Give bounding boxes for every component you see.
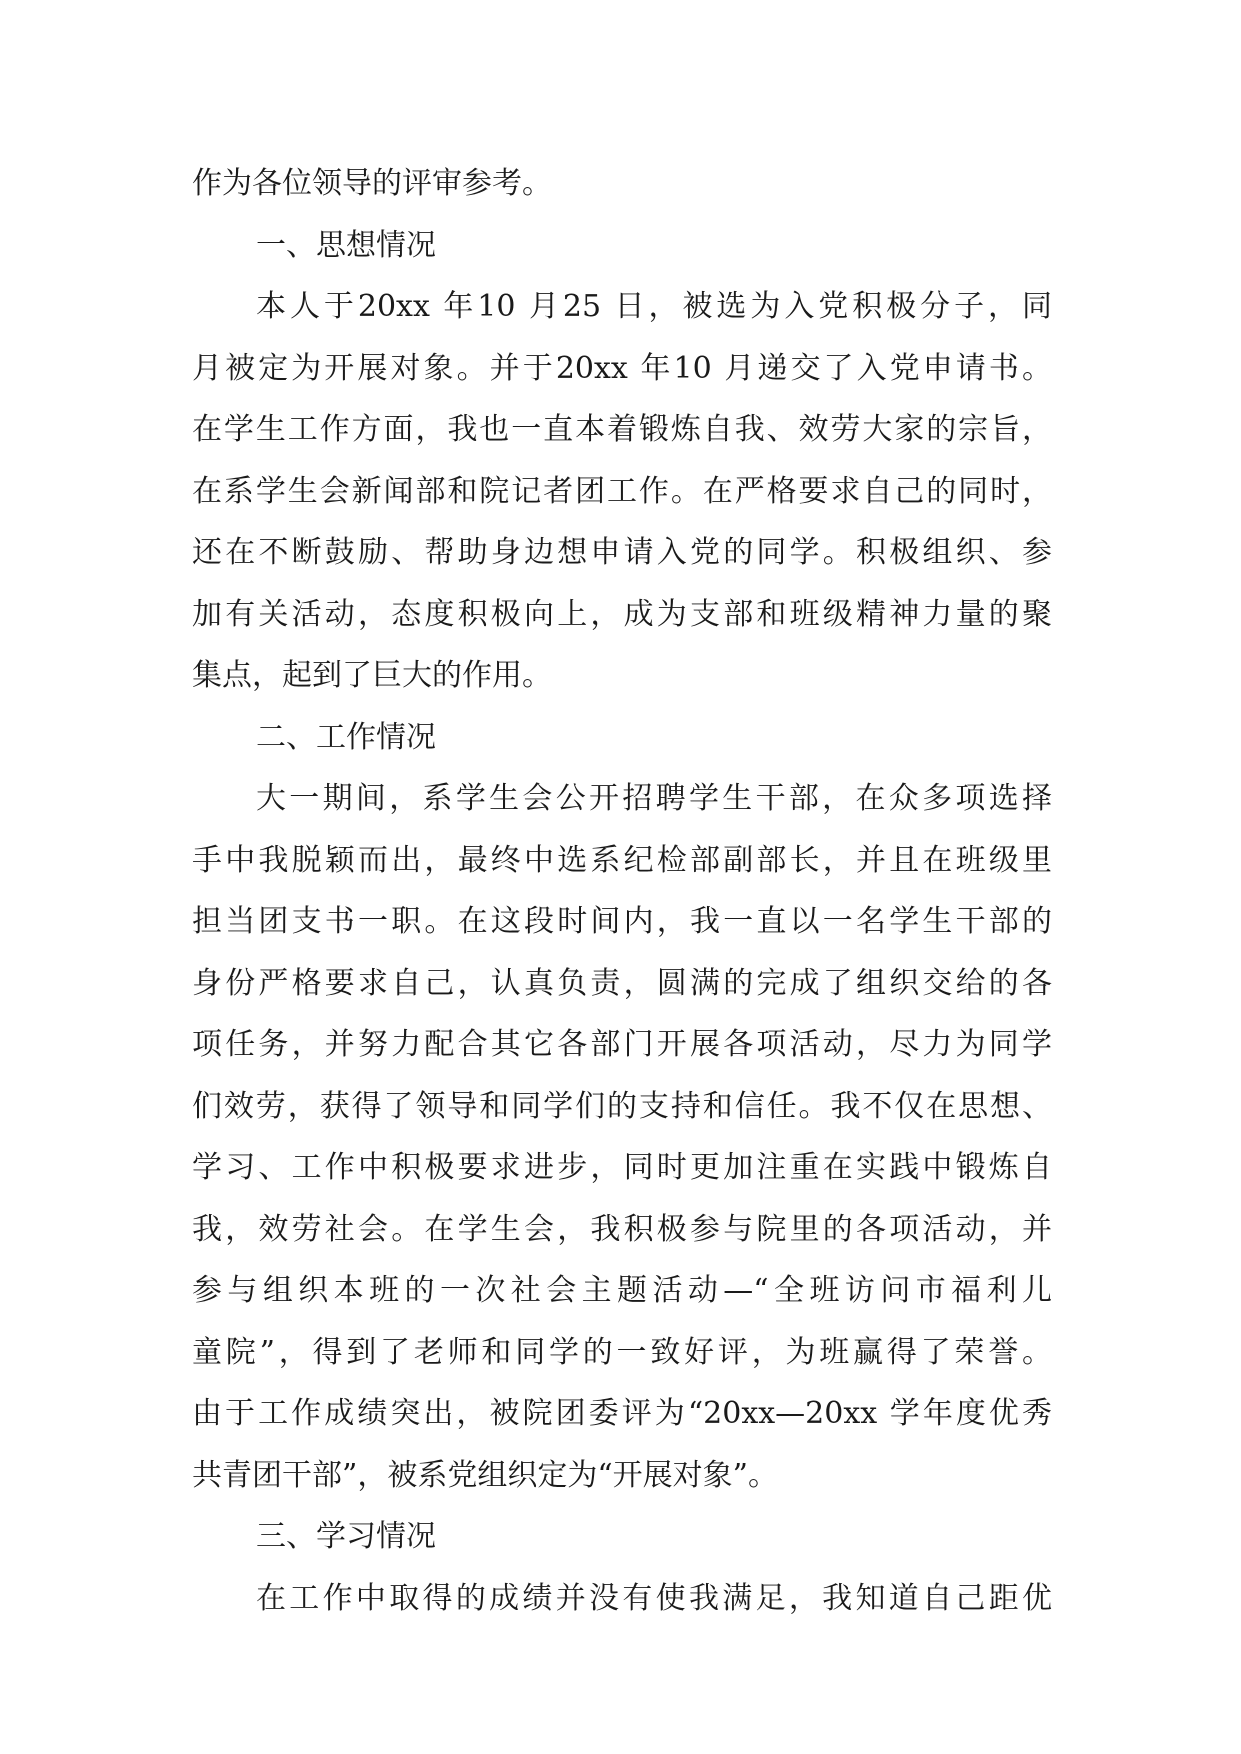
paragraph-line: 大一期间，系学生会公开招聘学生干部，在众多项选择	[256, 781, 1052, 816]
paragraph-line: 在工作中取得的成绩并没有使我满足，我知道自己距优	[256, 1580, 1052, 1616]
document-body	[192, 153, 1052, 1629]
paragraph-line: 月被定为开展对象。并于20xx 年10 月递交了入党申请书。	[192, 350, 1052, 386]
paragraph-line: 由于工作成绩突出，被院团委评为“20xx—20xx 学年度优秀	[192, 1396, 1052, 1431]
paragraph-line: 还在不断鼓励、帮助身边想申请入党的同学。积极组织、参	[192, 535, 1052, 570]
paragraph-line: 学习、工作中积极要求进步，同时更加注重在实践中锻炼自	[192, 1150, 1052, 1185]
paragraph-line: 在学生工作方面，我也一直本着锻炼自我、效劳大家的宗旨，	[192, 412, 1052, 447]
paragraph-line: 项任务，并努力配合其它各部门开展各项活动，尽力为同学	[192, 1027, 1052, 1062]
section-heading-thought: 一、思想情况	[256, 227, 436, 263]
paragraph-line: 在系学生会新闻部和院记者团工作。在严格要求自己的同时，	[192, 473, 1052, 509]
paragraph-line: 手中我脱颖而出，最终中选系纪检部副部长，并且在班级里	[192, 842, 1052, 878]
paragraph-line: 共青团干部”，被系党组织定为“开展对象”。	[192, 1457, 779, 1493]
paragraph-line: 我，效劳社会。在学生会，我积极参与院里的各项活动，并	[192, 1211, 1052, 1247]
paragraph-line: 本人于20xx 年10 月25 日，被选为入党积极分子，同	[256, 289, 1052, 324]
paragraph-line: 们效劳，获得了领导和同学们的支持和信任。我不仅在思想、	[192, 1088, 1052, 1124]
section-heading-work: 二、工作情况	[256, 719, 436, 755]
paragraph-line: 作为各位领导的评审参考。	[192, 166, 552, 201]
paragraph-line: 身份严格要求自己，认真负责，圆满的完成了组织交给的各	[192, 965, 1052, 1001]
paragraph-line: 加有关活动，态度积极向上，成为支部和班级精神力量的聚	[192, 596, 1052, 632]
paragraph-line: 担当团支书一职。在这段时间内，我一直以一名学生干部的	[192, 904, 1052, 939]
paragraph-line: 参与组织本班的一次社会主题活动—“全班访问市福利儿	[192, 1273, 1052, 1308]
section-heading-study: 三、学习情况	[256, 1519, 436, 1554]
paragraph-line: 集点，起到了巨大的作用。	[192, 658, 552, 693]
paragraph-line: 童院”，得到了老师和同学的一致好评，为班赢得了荣誉。	[192, 1334, 1052, 1370]
